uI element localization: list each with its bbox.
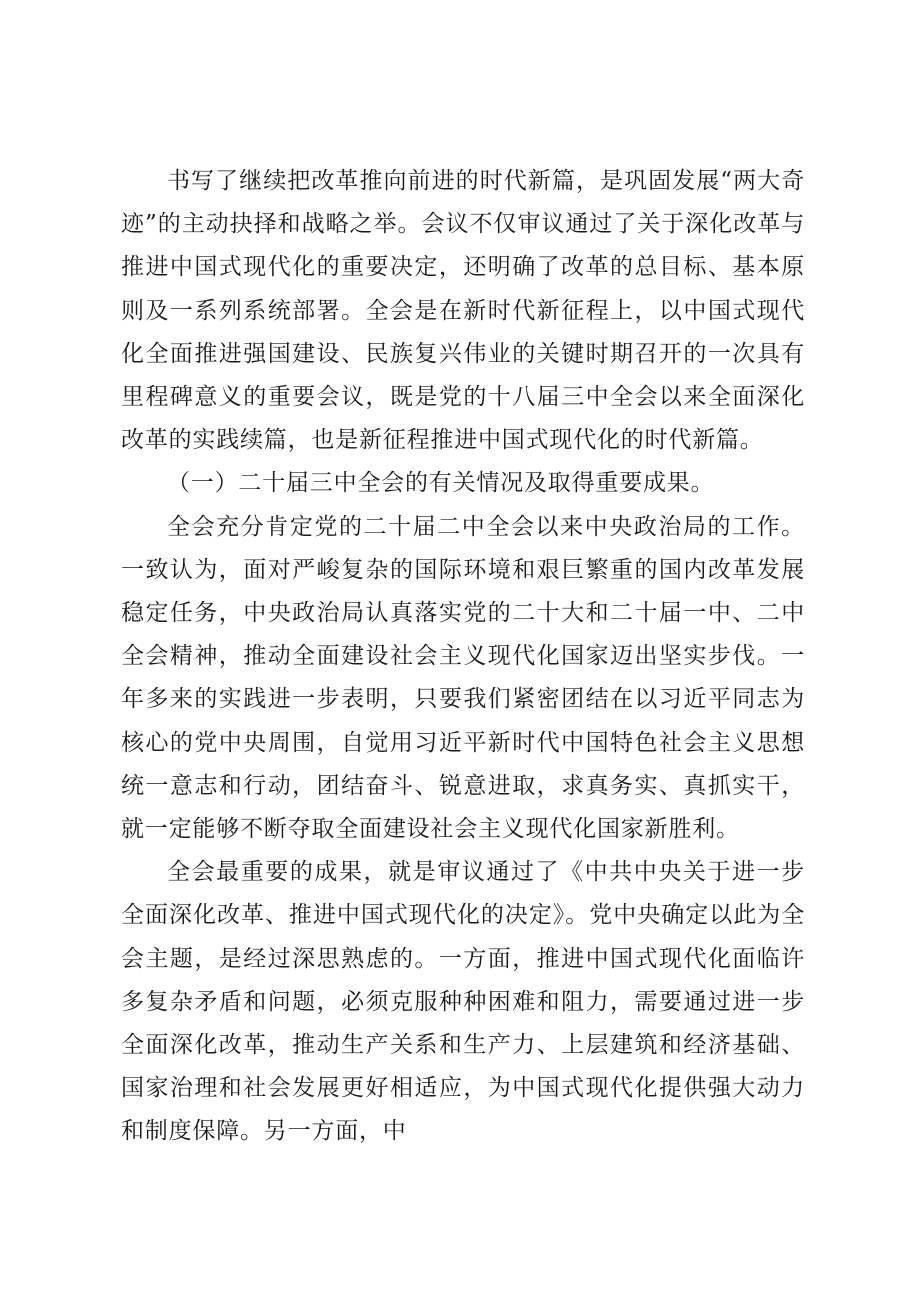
paragraph: 全会充分肯定党的二十届二中全会以来中央政治局的工作。一致认为，面对严峻复杂的国际环境和艰巨繁重的国内改革发展稳定任务，中央政治局认真落实党的二十大和二十届一中、二中全会精神，推动全面建设社会主义现代化国家迈出坚实步伐。一年多来的实践进一步表明，只要我们紧密团结在以习近平同志为核心的党中央周围，自觉用习近平新时代中国特色社会主义思想统一意志和行动，团结奋斗、锐意进取，求真务实、真抓实干，就一定能够不断夺取全面建设社会主义现代化国家新胜利。 [121, 513, 805, 843]
paragraph: 全会最重要的成果，就是审议通过了《中共中央关于进一步全面深化改革、推进中国式现代化的决定》。党中央确定以此为全会主题，是经过深思熟虑的。一方面，推进中国式现代化面临许多复杂矛盾和问题，必须克服种种困难和阻力，需要通过进一步全面深化改革，推动生产关系和生产力、上层建筑和经济基础、国家治理和社会发展更好相适应，为中国式现代化提供强大动力和制度保障。另一方面，中 [121, 859, 805, 1145]
paragraph-continuation: 书写了继续把改革推向前进的时代新篇，是巩固发展“两大奇迹”的主动抉择和战略之举。会议不仅审议通过了关于深化改革与推进中国式现代化的重要决定，还明确了改革的总目标、基本原则及一系列系统部署。全会是在新时代新征程上，以中国式现代化全面推进强国建设、民族复兴伟业的关键时期召开的一次具有里程碑意义的重要会议，既是党的十八届三中全会以来全面深化改革的实践续篇，也是新征程推进中国式现代化的时代新篇。 [121, 168, 805, 454]
section-heading: （一）二十届三中全会的有关情况及取得重要成果。 [167, 470, 715, 497]
document-body [121, 160, 805, 1154]
